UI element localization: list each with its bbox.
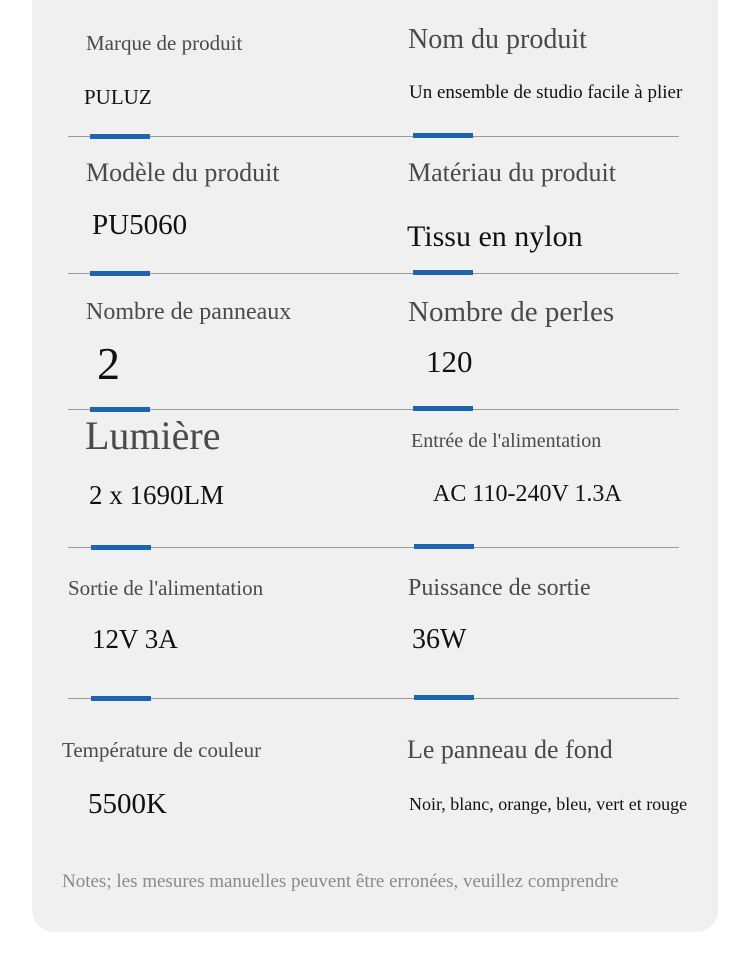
row-divider — [68, 136, 679, 137]
spec-value-light: 2 x 1690LM — [89, 480, 224, 510]
row-accent-right — [414, 544, 474, 549]
spec-value-output-power: 36W — [412, 624, 467, 655]
row-accent-left — [90, 407, 150, 412]
row-divider — [68, 698, 679, 699]
row-divider — [68, 547, 679, 548]
spec-label-color-temp: Température de couleur — [62, 738, 262, 762]
spec-label-brand: Marque de produit — [86, 31, 243, 55]
disclaimer-note: Notes; les mesures manuelles peuvent être erronées, veuillez comprendre — [62, 871, 619, 892]
spec-value-beads: 120 — [426, 344, 473, 379]
row-accent-left — [90, 271, 150, 276]
spec-value-brand: PULUZ — [84, 85, 152, 109]
spec-label-light: Lumière — [85, 413, 221, 458]
spec-label-power-output: Sortie de l'alimentation — [68, 576, 264, 600]
spec-value-power-input: AC 110-240V 1.3A — [433, 481, 622, 507]
row-divider — [68, 273, 679, 274]
spec-value-panels: 2 — [97, 338, 120, 389]
spec-value-material: Tissu en nylon — [407, 220, 583, 253]
spec-label-product-name: Nom du produit — [408, 24, 587, 55]
row-accent-left — [91, 696, 151, 701]
spec-label-material: Matériau du produit — [408, 158, 616, 187]
row-divider — [68, 409, 679, 410]
spec-label-panels: Nombre de panneaux — [86, 299, 292, 325]
spec-label-model: Modèle du produit — [86, 158, 280, 187]
spec-label-backdrop: Le panneau de fond — [407, 735, 613, 764]
row-accent-right — [413, 270, 473, 275]
row-accent-left — [90, 134, 150, 139]
row-accent-left — [91, 545, 151, 550]
spec-label-power-input: Entrée de l'alimentation — [411, 430, 602, 452]
spec-value-model: PU5060 — [92, 209, 188, 241]
row-accent-right — [413, 133, 473, 138]
spec-value-color-temp: 5500K — [88, 788, 167, 820]
spec-label-output-power: Puissance de sortie — [408, 575, 591, 601]
row-accent-right — [413, 406, 473, 411]
spec-value-power-output: 12V 3A — [92, 624, 178, 654]
spec-value-backdrop: Noir, blanc, orange, bleu, vert et rouge — [409, 794, 688, 814]
spec-value-product-name: Un ensemble de studio facile à plier — [409, 82, 683, 103]
row-accent-right — [414, 695, 474, 700]
spec-label-beads: Nombre de perles — [408, 296, 615, 328]
